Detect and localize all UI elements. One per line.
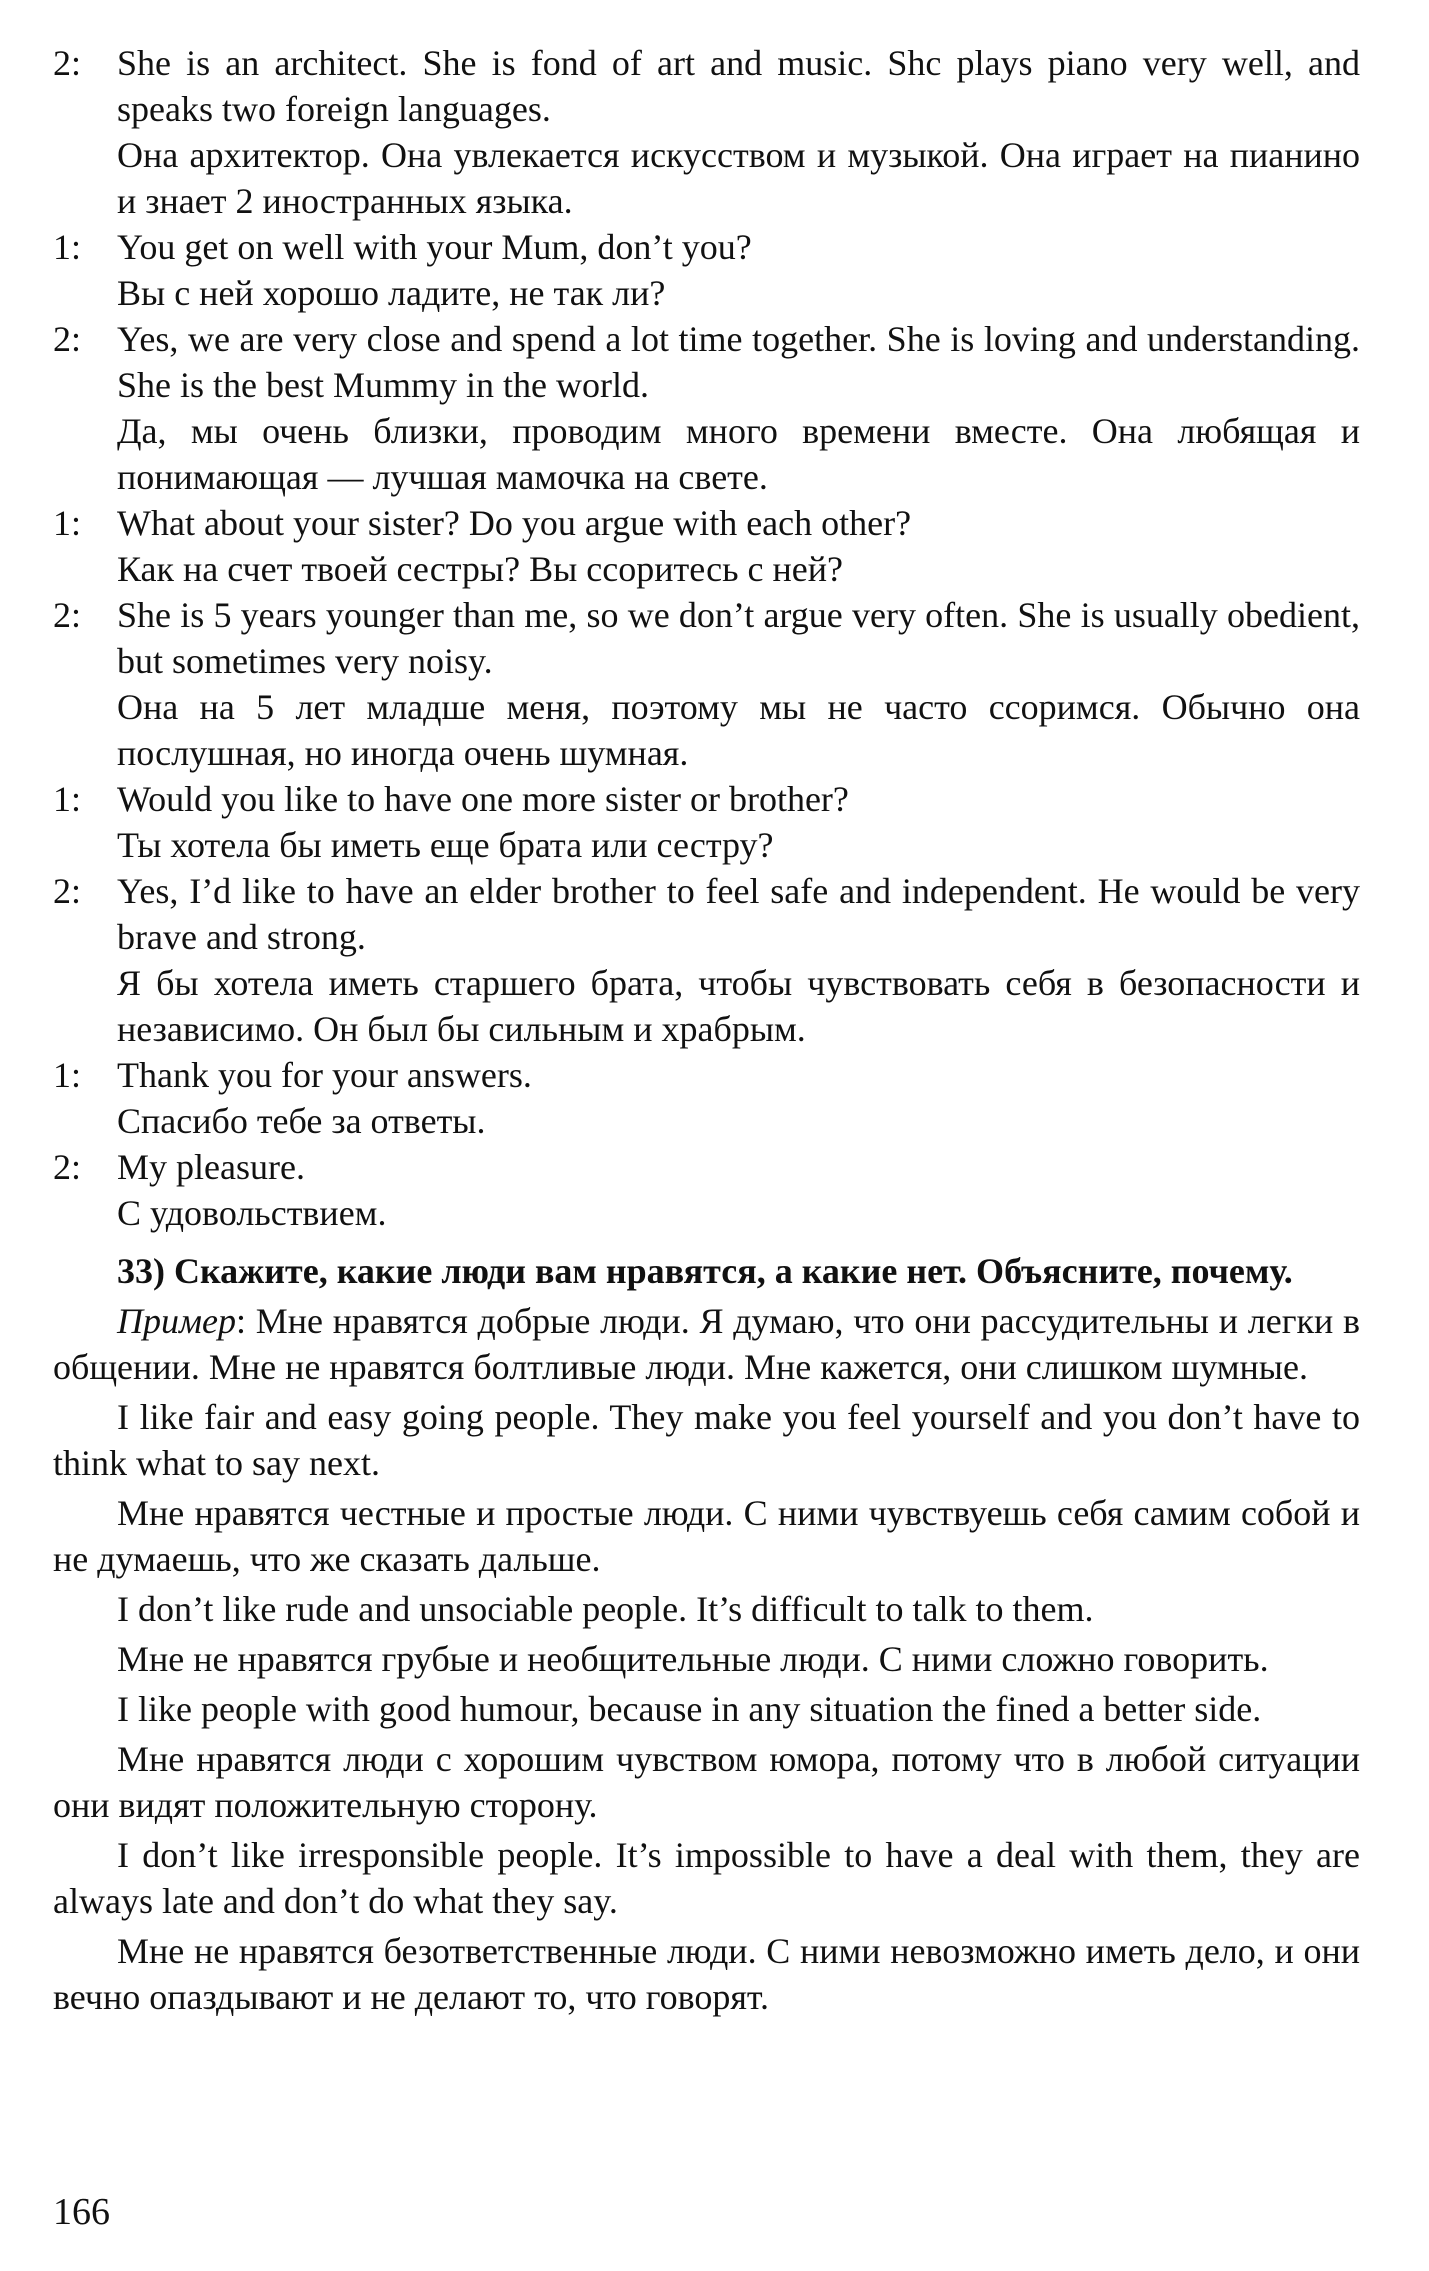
paragraph: Мне нравятся люди с хорошим чувством юмора, потому что в любой ситуации они видят положительную сторону. xyxy=(53,1739,1360,1825)
russian-translation: Как на счет твоей сестры? Вы ссоритесь с ней? xyxy=(117,549,843,589)
dialogue-line xyxy=(53,500,1360,546)
dialogue-line xyxy=(53,592,1360,684)
english-line: Yes, I’d like to have an elder brother to feel safe and independent. He would be very brave and strong. xyxy=(117,871,1360,957)
speaker-label: 2: xyxy=(53,43,82,83)
speaker-label: 1: xyxy=(53,503,82,543)
english-line: She is an architect. She is fond of art and music. Shc plays piano very well, and speaks two foreign languages. xyxy=(117,43,1360,129)
speaker-label: 1: xyxy=(53,1055,82,1095)
dialogue xyxy=(53,40,1360,1236)
speaker-label: 2: xyxy=(53,1147,82,1187)
example-label: Пример xyxy=(117,1301,236,1341)
speaker-label: 2: xyxy=(53,319,82,359)
paragraph: I don’t like rude and unsociable people. It’s difficult to talk to them. xyxy=(117,1589,1094,1629)
english-line: Thank you for your answers. xyxy=(117,1055,532,1095)
paragraph: I don’t like irresponsible people. It’s impossible to have a deal with them, they are always late and don’t do what they say. xyxy=(53,1835,1360,1921)
russian-translation: Я бы хотела иметь старшего брата, чтобы чувствовать себя в безопасности и независимо. Он был бы сильным и храбрым. xyxy=(117,963,1360,1049)
exercise-heading: 33) Скажите, какие люди вам нравятся, а какие нет. Объясните, почему. xyxy=(117,1251,1293,1291)
page-content xyxy=(53,40,1360,2020)
english-line: You get on well with your Mum, don’t you? xyxy=(117,227,752,267)
paragraph: Мне не нравятся грубые и необщительные люди. С ними сложно говорить. xyxy=(117,1639,1269,1679)
english-line: What about your sister? Do you argue with each other? xyxy=(117,503,912,543)
dialogue-line xyxy=(53,1052,1360,1098)
dialogue-line xyxy=(53,40,1360,132)
russian-translation: С удовольствием. xyxy=(117,1193,387,1233)
russian-translation: Она на 5 лет младше меня, поэтому мы не часто ссоримся. Обычно она послушная, но иногда очень шумная. xyxy=(117,687,1360,773)
example-paragraph xyxy=(53,1298,1360,1390)
paragraph: I like fair and easy going people. They make you feel yourself and you don’t have to think what to say next. xyxy=(53,1397,1360,1483)
russian-translation: Она архитектор. Она увлекается искусством и музыкой. Она играет на пианино и знает 2 иностранных языка. xyxy=(117,135,1360,221)
russian-translation: Да, мы очень близки, проводим много времени вместе. Она любящая и понимающая — лучшая мамочка на свете. xyxy=(117,411,1360,497)
russian-translation: Спасибо тебе за ответы. xyxy=(117,1101,486,1141)
dialogue-line xyxy=(53,868,1360,960)
english-line: Yes, we are very close and spend a lot time together. She is loving and understanding. She is the best Mummy in the world. xyxy=(117,319,1360,405)
russian-translation: Ты хотела бы иметь еще брата или сестру? xyxy=(117,825,774,865)
russian-translation: Вы с ней хорошо ладите, не так ли? xyxy=(117,273,666,313)
speaker-label: 2: xyxy=(53,595,82,635)
example-text: : Мне нравятся добрые люди. Я думаю, что они рассудительны и легки в общении. Мне не нравятся болтливые люди. Мне кажется, они слишком шумные. xyxy=(53,1301,1360,1387)
speaker-label: 1: xyxy=(53,227,82,267)
dialogue-line xyxy=(53,776,1360,822)
paragraph: Мне нравятся честные и простые люди. С ними чувствуешь себя самим собой и не думаешь, что же сказать дальше. xyxy=(53,1493,1360,1579)
exercise-section xyxy=(53,1248,1360,2020)
page-number: 166 xyxy=(53,2191,110,2233)
english-line: Would you like to have one more sister or brother? xyxy=(117,779,849,819)
speaker-label: 2: xyxy=(53,871,82,911)
dialogue-line xyxy=(53,224,1360,270)
speaker-label: 1: xyxy=(53,779,82,819)
english-line: She is 5 years younger than me, so we don’t argue very often. She is usually obedient, but sometimes very noisy. xyxy=(117,595,1360,681)
dialogue-line xyxy=(53,316,1360,408)
dialogue-line xyxy=(53,1144,1360,1190)
english-line: My pleasure. xyxy=(117,1147,305,1187)
paragraph: I like people with good humour, because in any situation the fined a better side. xyxy=(117,1689,1262,1729)
paragraph: Мне не нравятся безответственные люди. С ними невозможно иметь дело, и они вечно опаздывают и не делают то, что говорят. xyxy=(53,1931,1360,2017)
